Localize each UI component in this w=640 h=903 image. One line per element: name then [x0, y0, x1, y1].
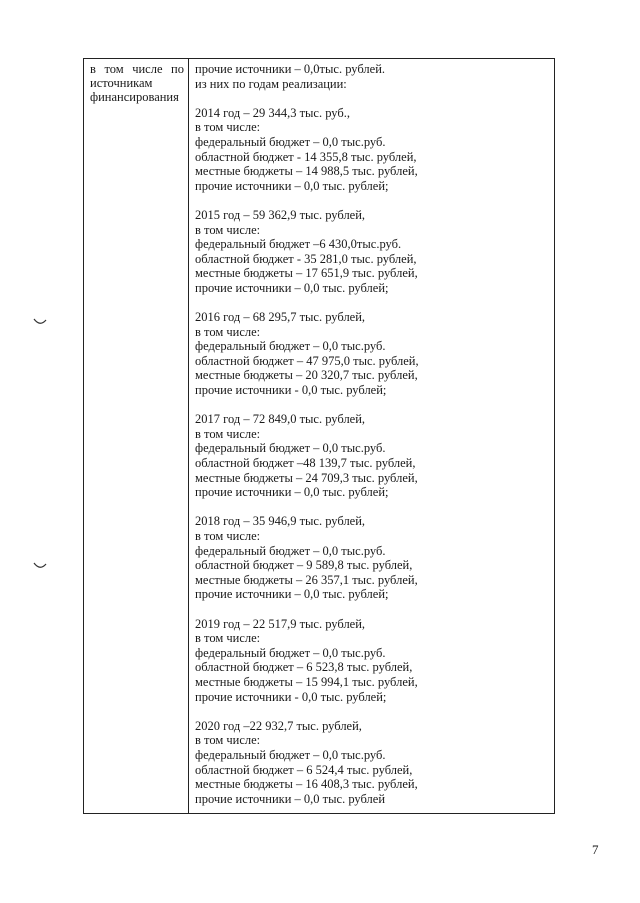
- year-detail-line: прочие источники - 0,0 тыс. рублей;: [195, 383, 387, 398]
- year-detail-line: прочие источники – 0,0 тыс. рублей: [195, 791, 386, 806]
- year-detail-line: прочие источники – 0,0 тыс. рублей;: [195, 280, 389, 295]
- year-detail-line: областной бюджет – 6 524,4 тыс. рублей,: [195, 762, 413, 777]
- row-label-word: по: [171, 62, 184, 76]
- year-total-line: 2016 год – 68 295,7 тыс. рублей,: [195, 310, 366, 325]
- year-detail-line: областной бюджет – 6 523,8 тыс. рублей,: [195, 660, 413, 675]
- year-detail-line: прочие источники – 0,0 тыс. рублей;: [195, 178, 389, 193]
- year-detail-line: областной бюджет – 9 589,8 тыс. рублей,: [195, 558, 413, 573]
- year-detail-line: в том числе:: [195, 733, 261, 748]
- paragraph-gap: [195, 193, 550, 208]
- year-detail-line: федеральный бюджет – 0,0 тыс.руб.: [195, 645, 386, 660]
- year-detail-line: в том числе:: [195, 631, 261, 646]
- year-detail-line: областной бюджет - 14 355,8 тыс. рублей,: [195, 149, 417, 164]
- year-detail-line: в том числе:: [195, 120, 261, 135]
- year-detail-line: прочие источники – 0,0 тыс. рублей;: [195, 485, 389, 500]
- punch-hole-mark-lower: [33, 562, 47, 570]
- year-detail-line: местные бюджеты – 16 408,3 тыс. рублей,: [195, 777, 418, 792]
- year-total-line: 2017 год – 72 849,0 тыс. рублей,: [195, 412, 366, 427]
- year-total-line: 2014 год – 29 344,3 тыс. руб.,: [195, 105, 351, 120]
- year-total-line: 2020 год –22 932,7 тыс. рублей,: [195, 718, 362, 733]
- paragraph-gap: [195, 602, 550, 617]
- financing-details-cell: [195, 62, 550, 806]
- page-number: 7: [592, 842, 599, 857]
- year-detail-line: местные бюджеты – 26 357,1 тыс. рублей,: [195, 572, 418, 587]
- year-detail-line: федеральный бюджет – 0,0 тыс.руб.: [195, 339, 386, 354]
- year-detail-line: местные бюджеты – 17 651,9 тыс. рублей,: [195, 266, 418, 281]
- year-detail-line: местные бюджеты – 24 709,3 тыс. рублей,: [195, 470, 418, 485]
- year-detail-line: местные бюджеты – 14 988,5 тыс. рублей,: [195, 164, 418, 179]
- year-detail-line: федеральный бюджет – 0,0 тыс.руб.: [195, 543, 386, 558]
- paragraph-gap: [195, 704, 550, 719]
- year-detail-line: в том числе:: [195, 222, 261, 237]
- financing-table: [83, 58, 555, 814]
- table-column-divider: [188, 59, 189, 813]
- intro-line: из них по годам реализации:: [195, 76, 347, 91]
- year-detail-line: федеральный бюджет – 0,0 тыс.руб.: [195, 134, 386, 149]
- year-detail-line: местные бюджеты – 15 994,1 тыс. рублей,: [195, 674, 418, 689]
- paragraph-gap: [195, 296, 550, 311]
- year-detail-line: в том числе:: [195, 324, 261, 339]
- year-detail-line: федеральный бюджет –6 430,0тыс.руб.: [195, 237, 402, 252]
- year-detail-line: областной бюджет – 47 975,0 тыс. рублей,: [195, 353, 419, 368]
- year-detail-line: областной бюджет - 35 281,0 тыс. рублей,: [195, 251, 417, 266]
- year-total-line: 2015 год – 59 362,9 тыс. рублей,: [195, 207, 366, 222]
- row-label-line-3: финансирования: [90, 90, 179, 104]
- punch-hole-mark-upper: [33, 318, 47, 326]
- paragraph-gap: [195, 398, 550, 413]
- row-label-line-1: [90, 62, 184, 76]
- year-detail-line: прочие источники - 0,0 тыс. рублей;: [195, 689, 387, 704]
- row-label-word: числе: [132, 62, 163, 76]
- year-detail-line: областной бюджет –48 139,7 тыс. рублей,: [195, 456, 416, 471]
- year-total-line: 2019 год – 22 517,9 тыс. рублей,: [195, 616, 366, 631]
- row-label-cell: [90, 62, 184, 104]
- year-detail-line: федеральный бюджет – 0,0 тыс.руб.: [195, 441, 386, 456]
- row-label-word: в: [90, 62, 96, 76]
- year-detail-line: федеральный бюджет – 0,0 тыс.руб.: [195, 747, 386, 762]
- paragraph-gap: [195, 91, 550, 106]
- row-label-line-2: источникам: [90, 76, 153, 90]
- intro-line: прочие источники – 0,0тыс. рублей.: [195, 62, 386, 76]
- year-detail-line: прочие источники – 0,0 тыс. рублей;: [195, 587, 389, 602]
- year-detail-line: в том числе:: [195, 426, 261, 441]
- year-detail-line: в том числе:: [195, 529, 261, 543]
- year-total-line: 2018 год – 35 946,9 тыс. рублей,: [195, 514, 366, 529]
- year-detail-line: местные бюджеты – 20 320,7 тыс. рублей,: [195, 368, 418, 383]
- paragraph-gap: [195, 500, 550, 515]
- row-label-word: том: [104, 62, 124, 76]
